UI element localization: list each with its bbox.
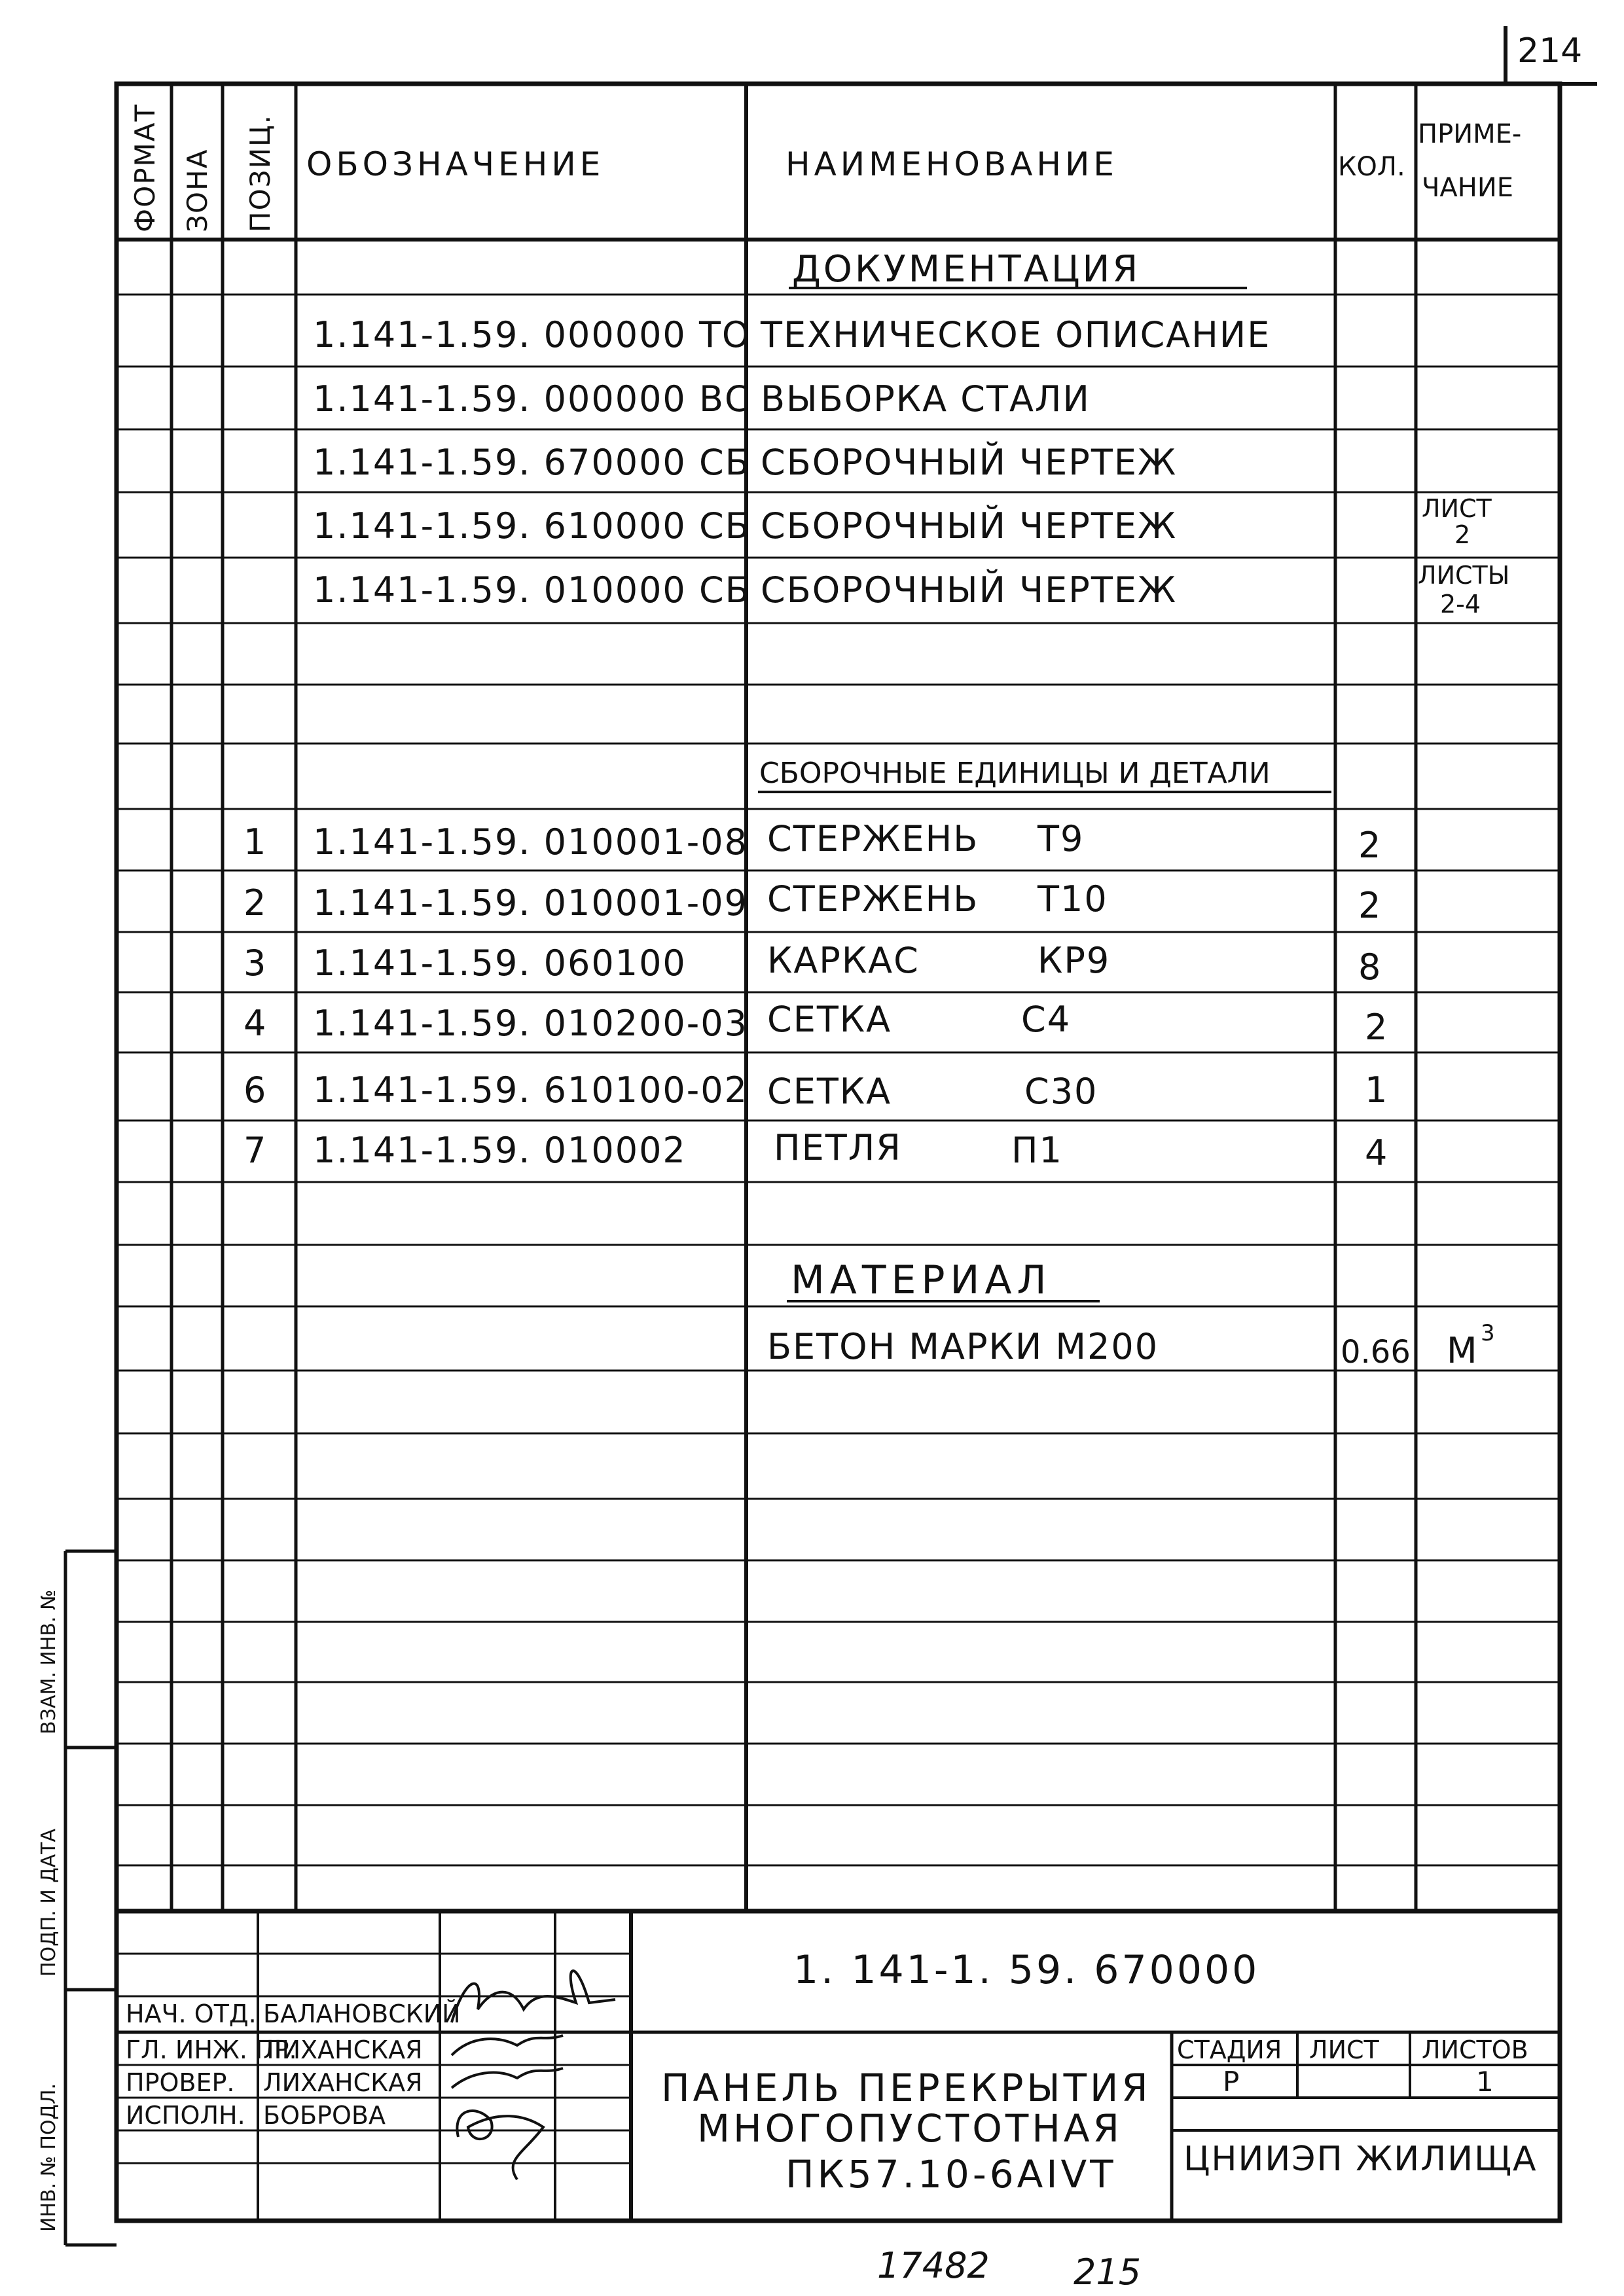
header-position: ПОЗИЦ.	[244, 114, 276, 232]
doc-row-5-note-2: 2-4	[1440, 590, 1481, 619]
document-code: 1. 141-1. 59. 670000	[793, 1947, 1260, 1993]
doc-row-4-designation: 1.141-1.59. 610000 СБ	[313, 505, 751, 547]
assembly-row-4-name: СЕТКА	[767, 999, 892, 1040]
assembly-row-1-mark: Т9	[1038, 818, 1085, 859]
assembly-row-2-qty: 2	[1358, 885, 1382, 926]
assembly-section	[244, 757, 1388, 1174]
assembly-row-7-pos: 7	[244, 1130, 268, 1171]
assembly-row-1-designation: 1.141-1.59. 010001-08	[313, 821, 748, 863]
stamp-vzam-label: ВЗАМ. ИНВ. №	[37, 1589, 60, 1734]
assembly-row-1-pos: 1	[244, 821, 268, 863]
doc-row-4-note-2: 2	[1454, 520, 1471, 549]
role-4: ИСПОЛН.	[126, 2101, 245, 2130]
assembly-row-4-pos: 4	[244, 1003, 268, 1044]
assembly-row-1-name: СТЕРЖЕНЬ	[767, 818, 979, 859]
assembly-row-2-pos: 2	[244, 882, 268, 924]
signature-4	[457, 2111, 543, 2179]
header-zone: ЗОНА	[181, 148, 213, 232]
header-qty: КОЛ.	[1338, 152, 1405, 182]
assembly-row-3-name: КАРКАС	[767, 940, 920, 981]
stamp-inv-label: ИНВ. № ПОДЛ.	[37, 2083, 60, 2232]
product-name-line1: ПАНЕЛЬ ПЕРЕКРЫТИЯ	[661, 2066, 1151, 2110]
assembly-row-3-mark: КР9	[1038, 940, 1111, 981]
product-name-line3: ПК57.10-6АIVТ	[785, 2152, 1117, 2197]
stamp-podp-label: ПОДП. И ДАТА	[37, 1828, 60, 1977]
assembly-row-3-designation: 1.141-1.59. 060100	[313, 942, 687, 984]
organization: ЦНИИЭП ЖИЛИЩА	[1183, 2140, 1538, 2179]
assembly-row-6-mark: С30	[1024, 1071, 1098, 1112]
assembly-row-3-qty: 8	[1358, 946, 1382, 988]
section-assembly: СБОРОЧНЫЕ ЕДИНИЦЫ И ДЕТАЛИ	[759, 757, 1271, 790]
sheet-label: ЛИСТ	[1309, 2036, 1379, 2064]
doc-row-5-note-1: ЛИСТЫ	[1418, 561, 1510, 590]
side-stamp	[37, 1551, 117, 2245]
material-unit: М	[1447, 1330, 1479, 1371]
signature-2	[452, 2036, 563, 2055]
title-block	[117, 1911, 1560, 2221]
corner-tab	[1506, 26, 1597, 84]
section-documentation: ДОКУМЕНТАЦИЯ	[792, 248, 1141, 291]
doc-row-1-name: ТЕХНИЧЕСКОЕ ОПИСАНИЕ	[761, 314, 1271, 355]
assembly-row-6-pos: 6	[244, 1069, 268, 1111]
doc-row-4-name: СБОРОЧНЫЙ ЧЕРТЕЖ	[761, 505, 1178, 547]
assembly-row-7-name: ПЕТЛЯ	[774, 1127, 902, 1168]
assembly-row-6-designation: 1.141-1.59. 610100-02	[313, 1069, 748, 1111]
person-1: БАЛАНОВСКИЙ	[263, 2000, 461, 2028]
header-name: НАИМЕНОВАНИЕ	[785, 145, 1118, 183]
stage-label: СТАДИЯ	[1177, 2036, 1282, 2064]
assembly-row-4-designation: 1.141-1.59. 010200-03	[313, 1003, 748, 1044]
material-section	[767, 1257, 1495, 1371]
doc-row-3-designation: 1.141-1.59. 670000 СБ	[313, 442, 751, 483]
person-3: ЛИХАНСКАЯ	[263, 2068, 423, 2097]
doc-row-5-designation: 1.141-1.59. 010000 СБ	[313, 569, 751, 611]
person-2: ЛИХАНСКАЯ	[263, 2036, 423, 2064]
role-3: ПРОВЕР.	[126, 2068, 235, 2097]
product-name-line2: МНОГОПУСТОТНАЯ	[697, 2106, 1123, 2151]
material-unit-sup: 3	[1481, 1320, 1495, 1346]
footer	[877, 2245, 1141, 2293]
assembly-row-2-mark: Т10	[1038, 878, 1108, 920]
assembly-row-2-name: СТЕРЖЕНЬ	[767, 878, 979, 920]
footer-number-left: 17482	[877, 2245, 990, 2286]
doc-row-2-designation: 1.141-1.59. 000000 ВС	[313, 378, 751, 420]
assembly-row-7-designation: 1.141-1.59. 010002	[313, 1130, 687, 1171]
assembly-row-6-name: СЕТКА	[767, 1071, 892, 1112]
assembly-row-4-mark: С4	[1021, 999, 1072, 1040]
signature-3	[452, 2068, 563, 2088]
section-material: МАТЕРИАЛ	[791, 1257, 1052, 1303]
role-1: НАЧ. ОТД.	[126, 2000, 257, 2028]
doc-row-4-note-1: ЛИСТ	[1422, 494, 1492, 523]
assembly-row-3-pos: 3	[244, 942, 268, 984]
doc-row-5-name: СБОРОЧНЫЙ ЧЕРТЕЖ	[761, 569, 1178, 611]
person-4: БОБРОВА	[263, 2101, 386, 2130]
assembly-row-7-mark: П1	[1011, 1130, 1063, 1171]
assembly-row-2-designation: 1.141-1.59. 010001-09	[313, 882, 748, 924]
assembly-row-6-qty: 1	[1365, 1069, 1389, 1111]
assembly-row-7-qty: 4	[1365, 1132, 1389, 1174]
sheets-label: ЛИСТОВ	[1422, 2036, 1528, 2064]
documentation-section	[313, 248, 1509, 619]
header-note-line1: ПРИМЕ-	[1418, 119, 1522, 149]
assembly-row-1-qty: 2	[1358, 825, 1382, 866]
stage-value: Р	[1223, 2066, 1240, 2098]
assembly-row-4-qty: 2	[1365, 1007, 1389, 1048]
material-qty: 0.66	[1341, 1334, 1411, 1371]
doc-row-1-designation: 1.141-1.59. 000000 ТО	[313, 314, 751, 355]
role-2: ГЛ. ИНЖ. ПР.	[126, 2036, 297, 2064]
table-header	[129, 103, 1521, 232]
header-format: ФОРМАТ	[129, 103, 161, 232]
page-number-top: 214	[1517, 31, 1583, 71]
doc-row-3-name: СБОРОЧНЫЙ ЧЕРТЕЖ	[761, 442, 1178, 483]
header-note-line2: ЧАНИЕ	[1422, 173, 1514, 203]
sheets-value: 1	[1476, 2066, 1494, 2098]
header-designation: ОБОЗНАЧЕНИЕ	[306, 145, 605, 183]
material-name: БЕТОН МАРКИ М200	[767, 1326, 1159, 1367]
doc-row-2-name: ВЫБОРКА СТАЛИ	[761, 378, 1091, 420]
footer-number-right: 215	[1074, 2251, 1142, 2293]
